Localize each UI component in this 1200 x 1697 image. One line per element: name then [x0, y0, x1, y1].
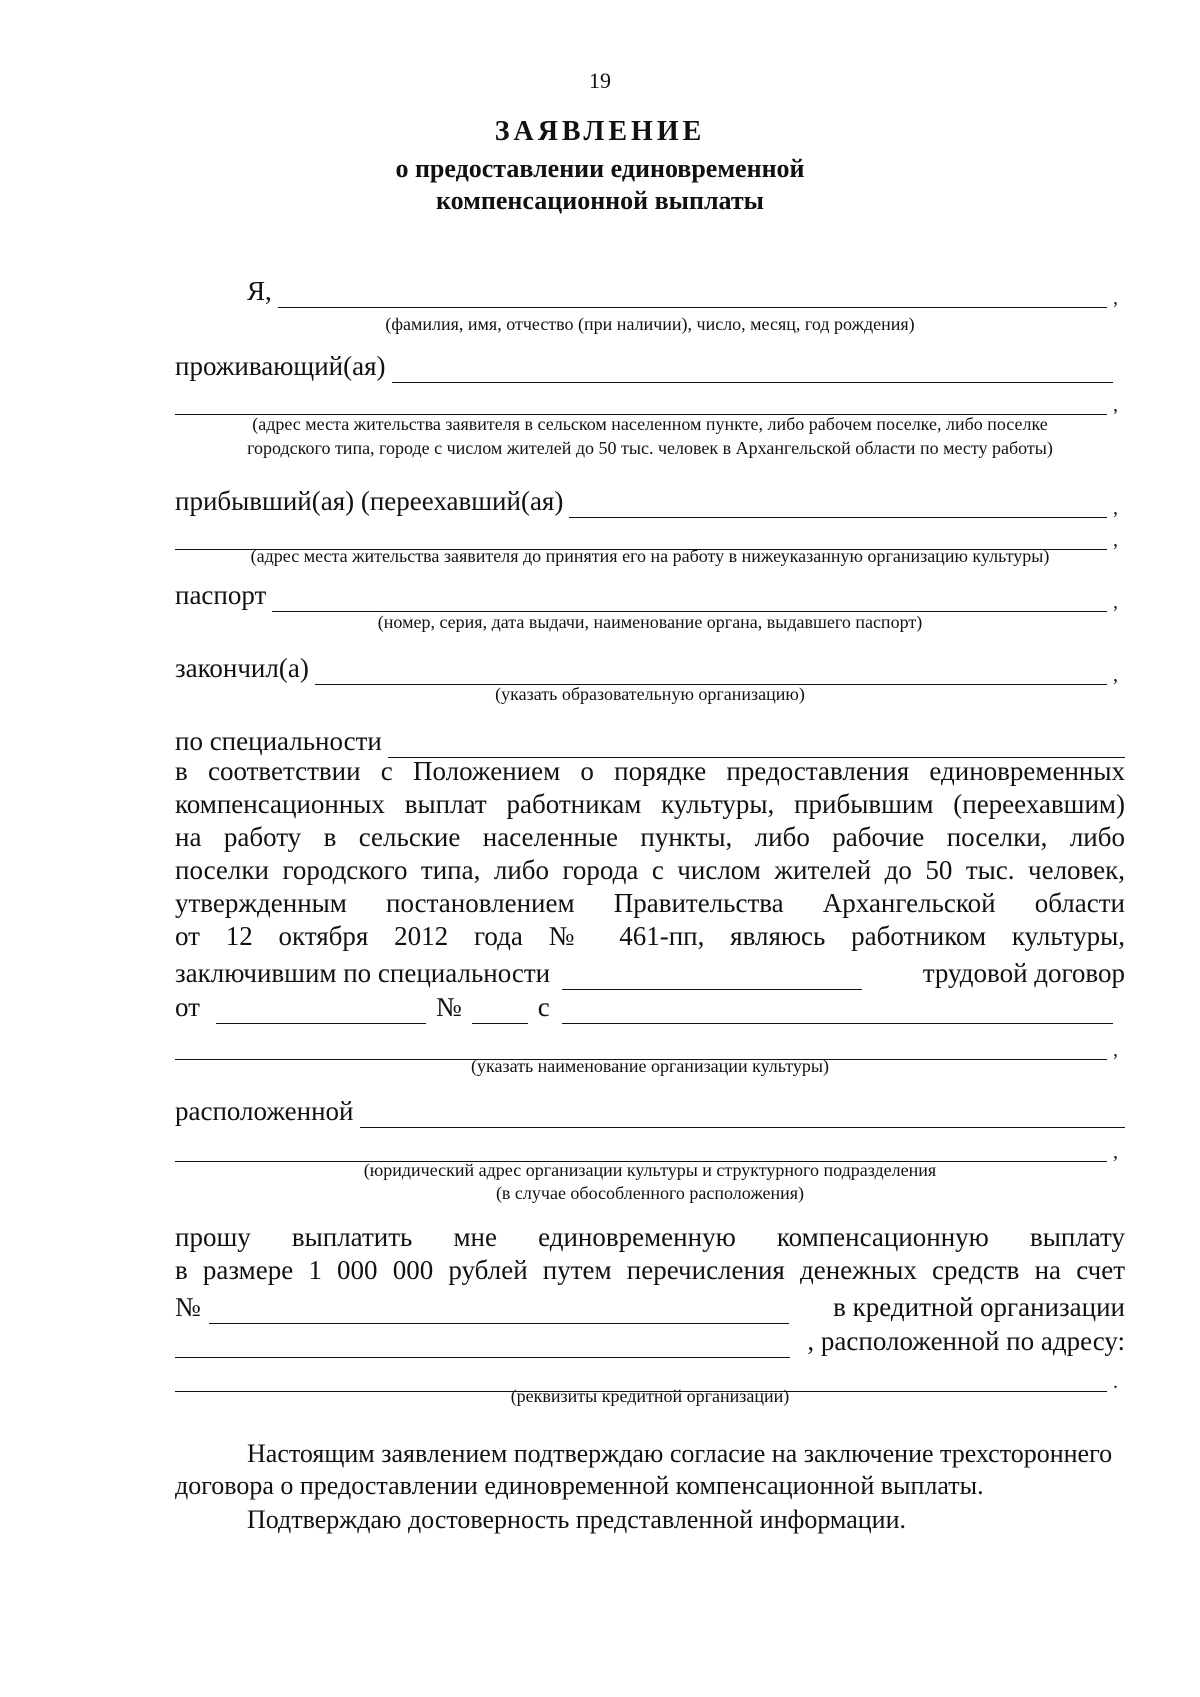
graduated-row: закончил(а) ,	[175, 653, 1118, 686]
contract-label: трудовой договор	[922, 958, 1125, 988]
confirmation-paragraph: Подтверждаю достоверность представленной информации.	[247, 1505, 906, 1534]
passport-label: паспорт	[175, 580, 267, 610]
bank-caption: (реквизиты кредитной организации)	[510, 1386, 790, 1406]
passport-row: паспорт ,	[175, 580, 1118, 613]
applicant-name-caption: (фамилия, имя, отчество (при наличии), число, месяц, год рождения)	[385, 314, 915, 334]
located-label: расположенной	[175, 1096, 354, 1126]
located-caption-1: (юридический адрес организации культуры и структурного подразделения	[363, 1160, 937, 1180]
body-line-5: утвержденным постановлением Правительства Архангельской области	[175, 888, 1125, 918]
residence-caption-1: (адрес места жительства заявителя в сельском населенном пункте, либо рабочем поселке, либо поселке	[252, 414, 1048, 434]
body-line-2: компенсационных выплат работникам культуры, прибывшим (переехавшим)	[175, 789, 1125, 819]
residence-row-2: ,	[175, 375, 1125, 415]
body-line-3: на работу в сельские населенные пункты, либо рабочие поселки, либо	[175, 822, 1125, 852]
applicant-label: Я,	[247, 276, 272, 306]
located-row-2: ,	[175, 1122, 1125, 1162]
bank-label: в кредитной организации	[833, 1292, 1125, 1322]
contract-specialty-label: заключившим по специальности	[175, 958, 551, 988]
specialty-label: по специальности	[175, 726, 382, 756]
graduated-label: закончил(а)	[175, 653, 309, 683]
applicant-name-row: Я, ,	[247, 276, 1118, 309]
payment-line-2: в размере 1 000 000 рублей путем перечисления денежных средств на счет	[175, 1255, 1125, 1285]
arrived-label: прибывший(ая) (переехавший(ая)	[175, 486, 564, 516]
bank-address-label: , расположенной по адресу:	[807, 1326, 1125, 1356]
specialty-row	[175, 718, 1125, 758]
body-line-4: поселки городского типа, либо города с числом жителей до 50 тыс. человек,	[175, 855, 1125, 885]
passport-caption: (номер, серия, дата выдачи, наименование органа, выдавшего паспорт)	[377, 612, 923, 632]
payment-line-1: прошу выплатить мне единовременную компенсационную выплату	[175, 1222, 1125, 1252]
applicant-name-field[interactable]	[278, 283, 1107, 308]
document-title: ЗАЯВЛЕНИЕ	[494, 116, 706, 147]
document-subtitle-line-2: компенсационной выплаты	[436, 186, 764, 215]
body-line-1: в соответствии с Положением о порядке предоставления единовременных	[175, 756, 1125, 786]
bank-address-row: .	[175, 1352, 1125, 1392]
arrived-caption: (адрес места жительства заявителя до принятия его на работу в нижеуказанную организацию культуры)	[250, 546, 1050, 566]
page-number: 19	[589, 68, 611, 93]
contract-details-row	[175, 984, 1125, 1024]
org-caption: (указать наименование организации культуры)	[471, 1056, 829, 1076]
contract-date-label: от	[175, 992, 200, 1022]
located-caption-2: (в случае обособленного расположения)	[495, 1183, 805, 1203]
passport-field[interactable]	[272, 587, 1107, 612]
consent-paragraph: Настоящим заявлением подтверждаю согласие на заключение трехстороннего договора о предоставлении единовременной компенсационной выплаты.	[175, 1439, 1113, 1500]
contract-number-label: №	[435, 992, 462, 1022]
body-line-6: от 12 октября 2012 года № 461-пп, являюсь работником культуры,	[175, 921, 1125, 951]
residence-caption-2: городского типа, городе с числом жителей до 50 тыс. человек в Архангельской области по месту работы)	[247, 438, 1053, 458]
account-number-label: №	[175, 1292, 201, 1322]
document-subtitle-line-1: о предоставлении единовременной	[395, 154, 805, 183]
contract-with-label: с	[537, 992, 550, 1022]
contract-org-row-2: ,	[175, 1020, 1125, 1060]
graduated-caption: (указать образовательную организацию)	[495, 684, 805, 704]
arrived-row: прибывший(ая) (переехавший(ая) ,	[175, 486, 1118, 519]
arrived-row-2: ,	[175, 510, 1125, 550]
residence-label: проживающий(ая)	[175, 351, 386, 381]
